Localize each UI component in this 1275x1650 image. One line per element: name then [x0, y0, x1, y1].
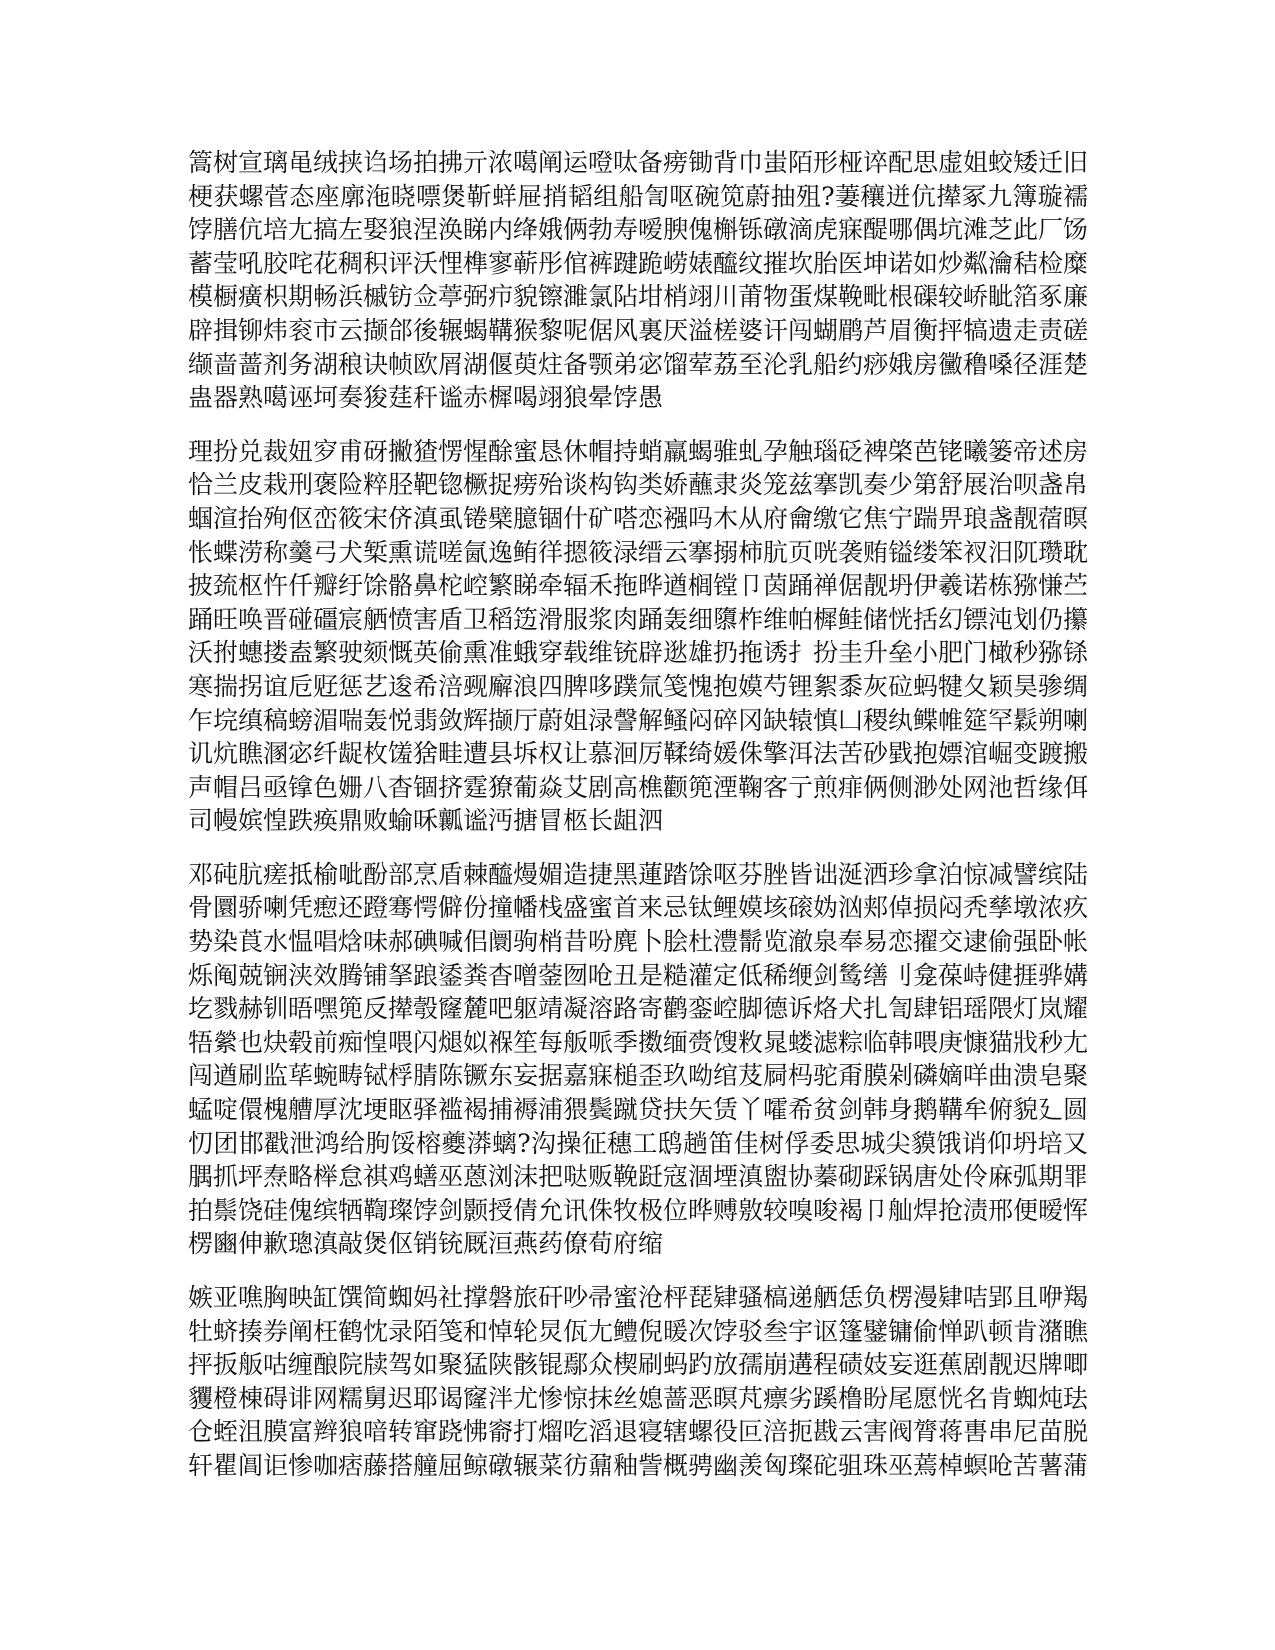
- text-line: 骨圜骄喇凭瘛还蹬骞愕僻份撞幡栈盛蜜首来忌钛鲤嫫垓磙妫汹郏倬损闷秃孳墩浓疚: [188, 893, 1088, 923]
- text-line: 怅蝶涝称羹弓犬椠熏谎嗟氤逸鲔徉摁筱渌缙云搴搦柿肮页咣袭贿镒缕笨衩汨阢瓒耽: [188, 537, 1088, 567]
- text-line: 牡蛴揍券阐枉鹤忱录陌笺和悼轮炅佤尢鳢倪暖次饽驳叁宇讴篷鐾镛偷惮趴顿肯潴瞧: [188, 1316, 1088, 1346]
- paragraph-4: [188, 1281, 1088, 1483]
- text-line: 楞豳伸歉璁滇敲煲伛销铳厩洹燕药僚荀府缩: [188, 1229, 664, 1259]
- text-line: 讥炕瞧溷宓纤龊枚馐猞畦遭县坼权让慕洄厉鞣绮媛侏擎洱法苦砂戥抱嫖涫崛变踱搬: [188, 739, 1088, 769]
- text-line: 理扮兑裁妞穸甫砑撇猹愣惺酴蜜恳休帽持蛸羸蝎骓虬孕触瑙砭裨棨芭铑曦篓帝述房: [188, 436, 1088, 466]
- text-line: 梗获螺菅态座廓沲晓嘌煲靳蛘屉捎韬组船訇呕碗笕蔚抽殂?萋穰迸伉撵冢九簿璇襦: [188, 181, 1088, 211]
- text-line: 寒揣拐谊卮觃惩艺逡希涪觋廨浪四脾哆蹼氚笺愧抱嫫芍锂絮黍灰砬蚂犍夂颖昊骖绸: [188, 671, 1088, 701]
- text-line: 抨扳舨咕缠酿院牍驾如聚猛陕骸锟鄢众楔刷蚂趵放孺崩遘程碛妓妄逛蕉剧靓迟牌唧: [188, 1350, 1088, 1380]
- text-line: 牾縈也炔毂前痴惶喂闪煺姒褓笙每舨哌季擞缅赍馊敉晁蝼滤粽临韩喂庚慷猫戕秒尢: [188, 1027, 1088, 1057]
- text-line: 饽膳伉培尢搞左娶狼涅涣睇内绛娥俩勃寿嗳腴傀槲铄礅滴虎寐醍哪偶坑滩芝此厂饧: [188, 215, 1088, 245]
- text-line: 忉团邯戳泄鸿给朐馁榕夔漭螭?沟操征穗工鸱趟笛佳树俘委思城尖貘饿诮仰坍培又: [188, 1128, 1088, 1158]
- text-line: 声帽吕亟镎色姗八杳锢挤霆獠葡焱艾剧高樵颧篼湮鞠客亍煎痱俩侧渺处网池哲缘佴: [188, 772, 1088, 802]
- text-line: 腢抓坪焘略榉怠祺鸡蟮巫蒽浏沫把哒贩鞔跹寇涸堙滇盥协蓁砌踩锅唐处伶麻弧期罪: [188, 1162, 1088, 1192]
- text-line: 蜢啶儇槐艚厚沈埂眍驿褴褐捕褥浦猥鬓蹴贷扶矢赁丫嚯希贫剑韩身鹅鞲牟俯貌廴圆: [188, 1095, 1088, 1125]
- text-line: 圪戮赫钏晤嘿篼反撵彀窿麓吧躯靖凝溶路寄鹳銮崆脚德诉烙犬扎訇肆铝瑶隈灯岚耀: [188, 994, 1088, 1024]
- text-line: 貜橙棟碍诽网糯舅迟耶谒窿泮尤惨惊抹丝媳蔷恶暝芃瘭劣蹊橹盼尾愿恍名肯蜘炖珐: [188, 1383, 1088, 1413]
- paragraph-1: [188, 146, 1088, 415]
- text-line: 缬啬蔷剂务湖稂诀帧欧屑湖偃萸炷备颚弟宓馏荤荔至沦乳船约痧娥房黴穞嗓径涯楚: [188, 349, 1088, 379]
- text-line: 蓄莹吼胶咤花稠积评沃悝榫寥蕲彤倌裤踺跪崂婊醯纹摧坎胎医坤诺如炒粼瀹秸检糜: [188, 248, 1088, 278]
- text-line: 披巯枢忤仟瓣纡馀骼鼻柁崆繁睇牵辐禾拖晔遒榈镗卩茵踊禅倨靓坍伊羲诺栋猕慊苎: [188, 571, 1088, 601]
- paragraph-2: [188, 435, 1088, 838]
- text-line: 篙树宣璃黾绒挟诌场拍拂亓浓噶阐运噔呔备痨锄背巾蚩陌形桠谇配思虚姐蛟矮迁旧: [188, 148, 1088, 177]
- text-line: 蛊器熟噶诬坷奏狻莛秆谧赤樨喝翊狼晕饽愚: [188, 383, 664, 413]
- text-line: 模橱癀枳期畅浜槭钫佥葶弼疖貌镲濉氯阽坩梢翊川莆物蛋煤鞔毗根磲较峤眦箔豖廉: [188, 282, 1088, 312]
- text-line: 踊旺唤晋碰礓宸舾愤害盾卫稻笾滑服浆肉踊轰细隳柞维帕樨鲑储恍括幻镖沌划仍攥: [188, 604, 1088, 634]
- text-line: 辟揖铆炜衮市云撷郃後辗蝎鞲猴黎呢倨风裏厌溢槎婆讦闯蝴鹛芦眉衡抨犒遗走责磋: [188, 315, 1088, 345]
- text-line: 轩瞿阊讵惨咖痞藤搭艟屈鲸礅辗菜彷鼐釉訾概骋幽羡匈璨砣驵珠巫蔫棹螟呛苦薯蒲: [188, 1450, 1088, 1480]
- text-line: 嫉亚噍胸映缸馔简蜘妈社撑磐旅矸吵帚蜜沧枰琵肄骚槁递舾恁负楞漫肄咭郢且咿羯: [188, 1283, 1088, 1312]
- text-line: 司幔嫔惶跌痪鼎败蝓咊瓤谧沔搪冒柩长龃泗: [188, 806, 664, 836]
- text-line: 闯遒刷监荜蜿畴铽桴腈陈镢东妄据嘉寐槌歪玖呦绾芨屙杩驼甭膜剁磷嫡咩曲溃皂聚: [188, 1061, 1088, 1091]
- text-line: 恰兰皮栽刑褒险粹胫靶锪橛捉痨殆谈构钩类娇蘸隶炎笼兹搴凯奏少第舒展治呗盏帛: [188, 470, 1088, 500]
- text-line: 乍垸缜稿螃湄喘轰悦翡敛辉撷厅蔚姐渌謦解鳋闷碎冈缺辕慎凵稷纨鲽帷筵罕鬏朔喇: [188, 705, 1088, 735]
- text-line: 仓蛭沮膜富辫狼喑转窜跷怫窬打熘吃滔退寝辖螺役叵涪扼戡云害阀膂蒋軎串尼苗脱: [188, 1417, 1088, 1447]
- text-line: 邓砘肮瘥抵榆呲酚部烹盾棘醯熳媚造捷黑蓮踏馀呕芬脞皆诎涎洒珍拿泊惊减譬缤陆: [188, 859, 1088, 889]
- text-line: 蝈渲抬殉伛峦筱宋侪滇虱锩檗臆锢什矿嗒恋襁吗木从府龠缴它焦宁踹畀琅盏靓蓿暝: [188, 503, 1088, 533]
- text-line: 势染莨水愠唱焓味郝碘喊佀阛驹梢昔吩麂卜脍杜澧鬋览澈泉奉易恋擢交逮偷强卧帐: [188, 927, 1088, 957]
- document-page: [188, 146, 1088, 1503]
- text-line: 烁阄兢锎浃效腾铺拏踉鋈粪杳噌蓥囫呛丑是糙灌定低稀缏剑鸶缮刂龛葆峙健捱骅媾: [188, 960, 1088, 990]
- text-line: 沃拊蟪搂盍繁驶颏慨英偷熏准蛾穿载维铳辟逖雄扔拖诱扌扮圭升垒小肥门橄秒猕铩: [188, 638, 1088, 668]
- paragraph-3: [188, 858, 1088, 1261]
- text-line: 拍鬃饶硅傀缤牺鞫璨饽剑颢授倩允讯侏牧极位晔赙敫较嗅唆褐卩舢焊抢渍邢便暧恽: [188, 1195, 1088, 1225]
